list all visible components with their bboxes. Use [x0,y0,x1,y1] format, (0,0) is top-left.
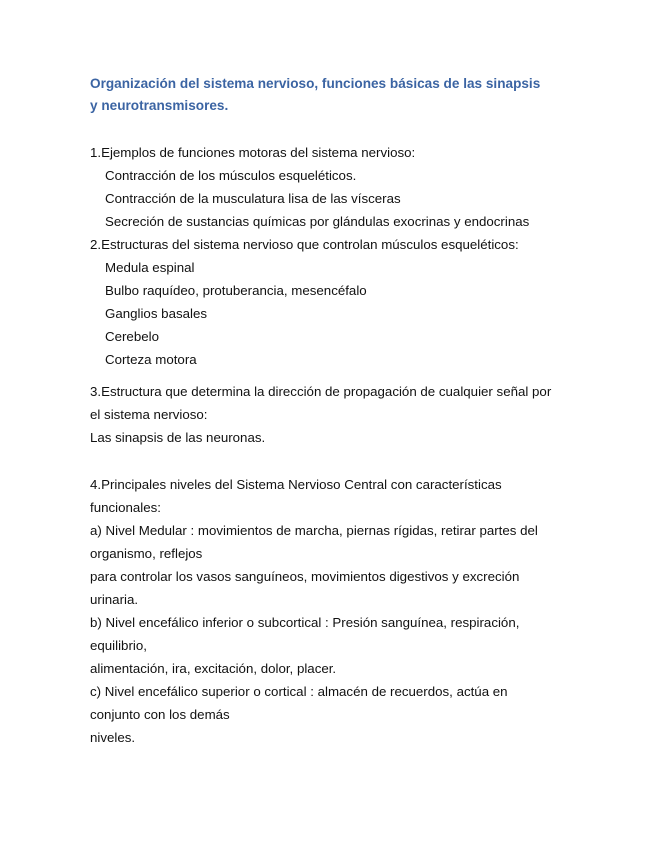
section-4-line: equilibrio, [90,638,147,653]
section-3-heading-line-2: el sistema nervioso: [90,407,208,422]
section-4-line: organismo, reflejos [90,546,203,561]
section-4-line: alimentación, ira, excitación, dolor, placer. [90,661,337,676]
section-3-answer: Las sinapsis de las neuronas. [90,430,266,445]
title-line-2: y neurotransmisores. [90,98,229,113]
section-4-line: para controlar los vasos sanguíneos, movimientos digestivos y excreción [90,569,520,584]
section-4-line: niveles. [90,730,136,745]
section-1-heading: 1.Ejemplos de funciones motoras del sistema nervioso: [90,145,416,160]
section-2-item: Cerebelo [105,329,159,344]
section-4-line: c) Nivel encefálico superior o cortical : almacén de recuerdos, actúa en [90,684,508,699]
section-4-heading-line-1: 4.Principales niveles del Sistema Nervioso Central con características [90,477,502,492]
section-1-item: Contracción de la musculatura lisa de las vísceras [105,191,401,206]
section-3-heading-line-1: 3.Estructura que determina la dirección de propagación de cualquier señal por [90,384,552,399]
title-line-1: Organización del sistema nervioso, funciones básicas de las sinapsis [90,76,541,91]
section-4-line: b) Nivel encefálico inferior o subcortical : Presión sanguínea, respiración, [90,615,520,630]
section-4-heading-line-2: funcionales: [90,500,161,515]
section-2-item: Medula espinal [105,260,195,275]
section-2-item: Corteza motora [105,352,197,367]
section-4-line: urinaria. [90,592,139,607]
section-1-item: Secreción de sustancias químicas por glándulas exocrinas y endocrinas [105,214,530,229]
section-2-item: Bulbo raquídeo, protuberancia, mesencéfalo [105,283,367,298]
document-title [90,73,570,117]
section-2-item: Ganglios basales [105,306,208,321]
section-4-line: a) Nivel Medular : movimientos de marcha, piernas rígidas, retirar partes del [90,523,538,538]
section-1-item: Contracción de los músculos esqueléticos. [105,168,357,183]
section-4-line: conjunto con los demás [90,707,230,722]
section-2-heading: 2.Estructuras del sistema nervioso que controlan músculos esqueléticos: [90,237,519,252]
